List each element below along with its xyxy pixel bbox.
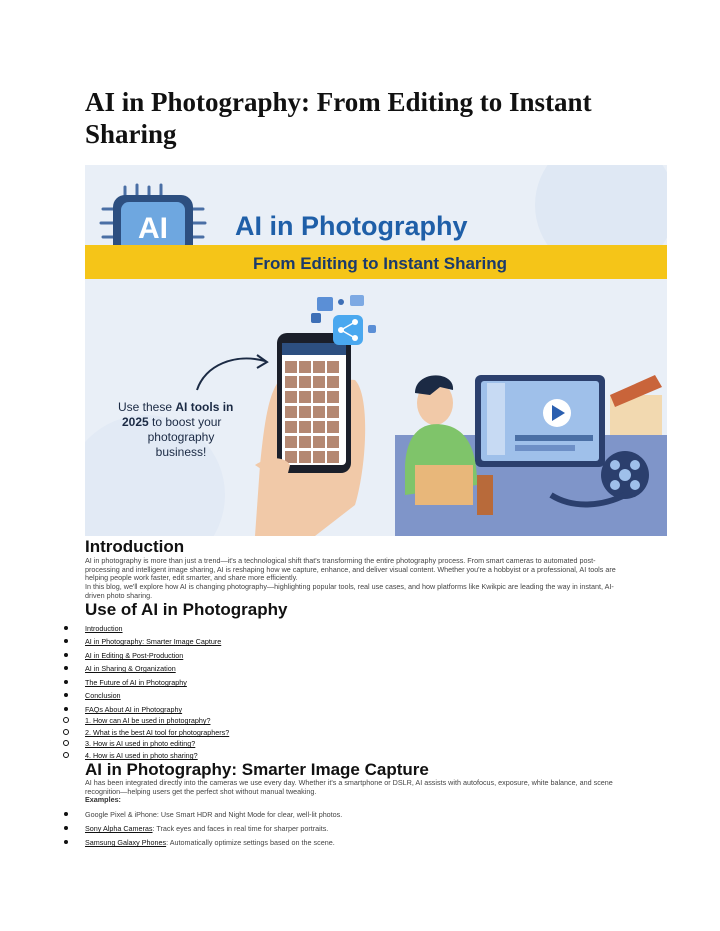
example-item (0, 810, 600, 822)
toc-sublink[interactable]: 2. What is the best AI tool for photographers? (85, 728, 230, 737)
example-item (0, 824, 600, 836)
toc-subitem (0, 739, 400, 751)
example-text: : Automatically optimize settings based on the scene. (166, 838, 335, 847)
toc-link[interactable]: AI in Editing & Post-Production (85, 651, 184, 660)
toc-sublink[interactable]: 4. How is AI used in photo sharing? (85, 751, 198, 760)
bullet-icon (64, 639, 68, 643)
circle-bullet-icon (63, 740, 69, 746)
intro-heading: Introduction (85, 537, 185, 556)
bullet-icon (64, 653, 68, 657)
bullet-icon (64, 693, 68, 697)
circle-bullet-icon (63, 729, 69, 735)
toc-link[interactable]: FAQs About AI in Photography (85, 705, 183, 714)
bullet-icon (64, 812, 68, 816)
toc-link[interactable]: AI in Sharing & Organization (85, 664, 176, 673)
use-heading: Use of AI in Photography (85, 600, 288, 619)
example-link[interactable]: Samsung Galaxy Phones (85, 838, 167, 847)
hero-headline: AI in Photography (235, 211, 468, 241)
hero-subheadline: From Editing to Instant Sharing (252, 254, 508, 273)
toc-item (0, 651, 400, 663)
example-text: : Track eyes and faces in real time for sharper portraits. (152, 824, 329, 833)
smart-capture-paragraph: AI has been integrated directly into the cameras we use every day. Whether it's a smartphone or DSLR, AI assists with autofocus, exposure, white balance, and scene recognition—helping users get the perfect shot without manual tweaking. (85, 778, 613, 796)
bullet-icon (64, 626, 68, 630)
toc-item (0, 678, 400, 690)
example-item (0, 838, 600, 850)
svg-text:photography: photography (147, 430, 215, 444)
share-icon (333, 315, 363, 345)
toc-sublink[interactable]: 3. How is AI used in photo editing? (85, 739, 196, 748)
svg-text:2025 to boost your: 2025 to boost your (122, 415, 222, 429)
circle-bullet-icon (63, 752, 69, 758)
svg-text:Use these AI tools in: Use these AI tools in (118, 400, 234, 414)
examples-label: Examples: (85, 795, 121, 804)
circle-bullet-icon (63, 717, 69, 723)
bullet-icon (64, 840, 68, 844)
page-title: AI in Photography: From Editing to Instant Sharing (85, 87, 592, 149)
toc-sublink[interactable]: 1. How can AI be used in photography? (85, 716, 211, 725)
svg-text:AI: AI (138, 212, 168, 245)
toc-subitem (0, 716, 400, 728)
toc-item (0, 664, 400, 676)
toc-link[interactable]: Introduction (85, 624, 123, 633)
toc-item (0, 637, 400, 649)
hero-image (85, 165, 667, 536)
intro-paragraph-2: In this blog, we'll explore how AI is changing photography—highlighting popular tools, real use cases, and how platforms like Kwikpic are leading the way in instant, AI-driven photo sharing. (85, 582, 614, 600)
toc-item (0, 691, 400, 703)
toc-link[interactable]: AI in Photography: Smarter Image Capture (85, 637, 222, 646)
example-link[interactable]: Sony Alpha Cameras (85, 824, 153, 833)
smart-capture-heading: AI in Photography: Smarter Image Capture (85, 760, 429, 779)
svg-text:business!: business! (155, 445, 207, 459)
example-text: Google Pixel & iPhone: Use Smart HDR and Night Mode for clear, well-lit photos. (85, 810, 343, 819)
toc-item (0, 624, 400, 636)
intro-paragraph-1: AI in photography is more than just a trend—it's a technological shift that's transforming the entire photography process. From smart cameras to automated post-processing and intelligent image sharing, AI is reshaping how we capture, enhance, and deliver visual content. Whether you're a hobbyist or a professional, AI tools are helping people work faster, edit smarter, and share more efficiently. (85, 556, 616, 583)
bullet-icon (64, 826, 68, 830)
bullet-icon (64, 680, 68, 684)
toc-link[interactable]: Conclusion (85, 691, 121, 700)
bullet-icon (64, 707, 68, 711)
toc-link[interactable]: The Future of AI in Photography (85, 678, 187, 687)
bullet-icon (64, 666, 68, 670)
